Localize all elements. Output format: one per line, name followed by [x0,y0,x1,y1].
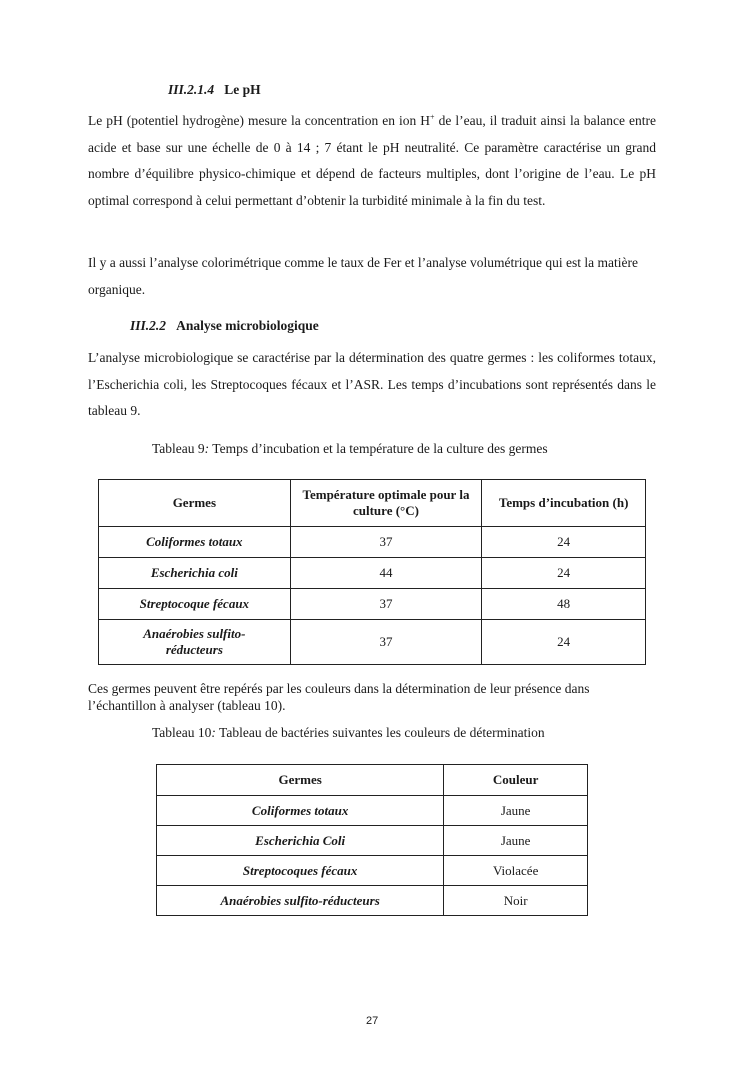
page-number: 27 [366,1015,379,1027]
table10 [156,764,588,916]
between-tables-paragraph: Ces germes peuvent être repérés par les couleurs dans la détermination de leur présence dans l’échantillon à analyser (tableau 10). [88,681,590,713]
germ-name: Coliformes totaux [157,796,444,826]
table9 [98,479,646,665]
color-value: Jaune [444,796,588,826]
superscript-plus: + [430,112,435,122]
table-row [99,620,646,665]
ph-paragraph-text-b: de l’eau, il traduit ainsi la balance entre acide et base sur une échelle de 0 à 14 ; 7 étant le pH neutralité. Ce paramètre caractérise un grand nombre d’équilibre physico-chimique et dépend de facteurs multiples, dont l’origine de l’eau. Le pH optimal correspond à celui permettant d’obtenir la turbidité minimale à la fin du test. [88,113,656,208]
table10-caption [152,725,545,741]
table-row [157,796,588,826]
section-heading-microbio [130,318,319,334]
germ-name: Escherichia Coli [157,826,444,856]
caption-sep: : [211,725,216,740]
table-row [157,886,588,916]
germ-name: Streptocoque fécaux [99,589,291,620]
table9-header-germes: Germes [99,480,291,527]
table10-header-couleur: Couleur [444,765,588,796]
germ-name: Streptocoques fécaux [157,856,444,886]
temperature-value: 37 [290,589,482,620]
incubation-value: 24 [482,620,646,665]
table-row [99,558,646,589]
germ-name: Escherichia coli [99,558,291,589]
incubation-value: 24 [482,558,646,589]
section-number: III.2.2 [130,318,167,333]
color-value: Violacée [444,856,588,886]
caption-label: Tableau 9 [152,441,205,456]
germ-name: Coliformes totaux [99,527,291,558]
caption-text: Tableau de bactéries suivantes les couleurs de détermination [215,725,545,740]
germ-name: Anaérobies sulfito-réducteurs [157,886,444,916]
ph-paragraph [88,108,656,214]
temperature-value: 37 [290,527,482,558]
microbio-paragraph: L’analyse microbiologique se caractérise par la détermination des quatre germes : les coliformes totaux, l’Escherichia coli, les Streptocoques fécaux et l’ASR. Les temps d’incubations sont représentés dans le tableau 9. [88,350,656,418]
table-row [157,826,588,856]
section-title: Analyse microbiologique [176,318,319,333]
table10-header-germes: Germes [157,765,444,796]
section-heading-ph [168,82,261,98]
colorimetric-paragraph: Il y a aussi l’analyse colorimétrique comme le taux de Fer et l’analyse volumétrique qui est la matière organique. [88,255,638,297]
caption-text: Temps d’incubation et la température de la culture des germes [209,441,548,456]
caption-label: Tableau 10 [152,725,212,740]
germ-name: Anaérobies sulfito-réducteurs [99,620,291,665]
incubation-value: 24 [482,527,646,558]
table9-header-row [99,480,646,527]
table9-caption [152,441,548,457]
incubation-value: 48 [482,589,646,620]
color-value: Jaune [444,826,588,856]
table-row [157,856,588,886]
table9-header-temperature: Température optimale pour la culture (°C) [290,480,482,527]
section-title: Le pH [224,82,261,97]
temperature-value: 44 [290,558,482,589]
ph-paragraph-text-a: Le pH (potentiel hydrogène) mesure la concentration en ion H [88,113,431,128]
color-value: Noir [444,886,588,916]
table9-header-incubation: Temps d’incubation (h) [482,480,646,527]
table-row [99,527,646,558]
caption-sep: : [204,441,210,456]
temperature-value: 37 [290,620,482,665]
section-number: III.2.1.4 [168,82,215,97]
table10-header-row [157,765,588,796]
table-row [99,589,646,620]
